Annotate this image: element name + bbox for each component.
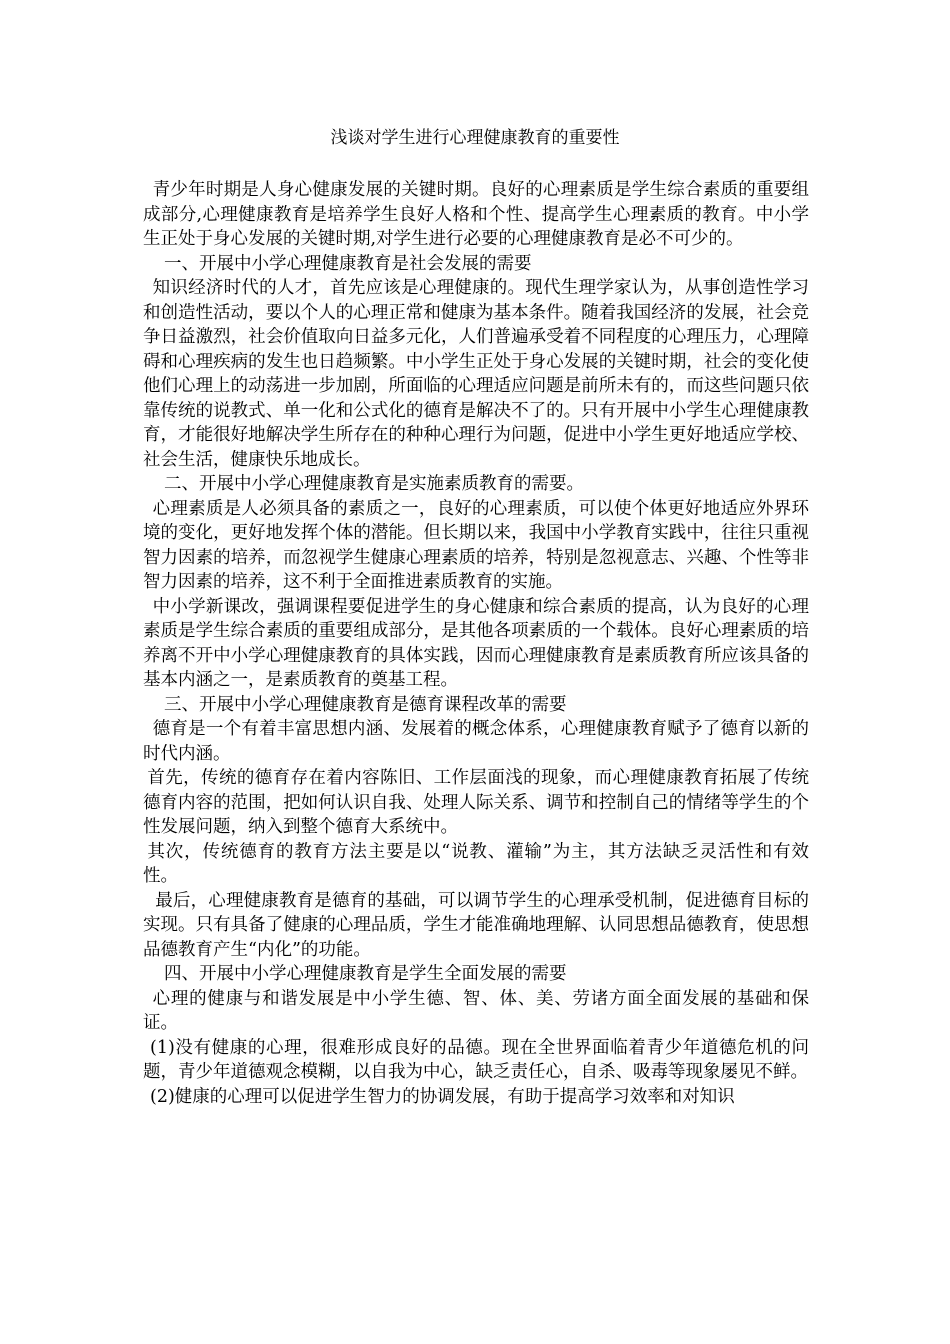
paragraph-section-4c: (2)健康的心理可以促进学生智力的协调发展，有助于提高学习效率和对知识 xyxy=(150,1086,735,1107)
paragraph-section-4b: (1)没有健康的心理，很难形成良好的品德。现在全世界面临着青少年道德危机的问题，青少年道德观念模糊，以自我为中心，缺乏责任心，自杀、吸毒等现象屡见不鲜。 xyxy=(143,1037,809,1082)
paragraph-section-1: 知识经济时代的人才，首先应该是心理健康的。现代生理学家认为，从事创造性学习和创造性活动，要以个人的心理正常和健康为基本条件。随着我国经济的发展，社会竞争日益激烈，社会价值取向日益多元化，人们普遍承受着不同程度的心理压力，心理障碍和心理疾病的发生也日趋频繁。中小学生正处于身心发展的关键时期，社会的变化使他们心理上的动荡进一步加剧，所面临的心理适应问题是前所未有的，而这些问题只依靠传统的说教式、单一化和公式化的德育是解决不了的。只有开展中小学生心理健康教育，才能很好地解决学生所存在的种种心理行为问题，促进中小学生更好地适应学校、社会生活，健康快乐地成长。 xyxy=(143,278,809,470)
document-title: 浅谈对学生进行心理健康教育的重要性 xyxy=(330,128,620,148)
paragraph-intro: 青少年时期是人身心健康发展的关键时期。良好的心理素质是学生综合素质的重要组成部分,心理健康教育是培养学生良好人格和个性、提高学生心理素质的教育。中小学生正处于身心发展的关键时期,对学生进行必要的心理健康教育是必不可少的。 xyxy=(143,180,809,249)
paragraph-section-3a: 德育是一个有着丰富思想内涵、发展着的概念体系，心理健康教育赋予了德育以新的时代内涵。 xyxy=(143,719,809,764)
section-heading-3: 三、开展中小学心理健康教育是德育课程改革的需要 xyxy=(164,694,567,715)
paragraph-section-4a: 心理的健康与和谐发展是中小学生德、智、体、美、劳诸方面全面发展的基础和保证。 xyxy=(143,988,809,1033)
section-heading-2: 二、开展中小学心理健康教育是实施素质教育的需要。 xyxy=(164,474,584,494)
paragraph-section-3b: 首先，传统的德育存在着内容陈旧、工作层面浅的现象，而心理健康教育拓展了传统德育内容的范围，把如何认识自我、处理人际关系、调节和控制自己的情绪等学生的个性发展问题，纳入到整个德育大系统中。 xyxy=(143,768,809,837)
paragraph-section-3c: 其次，传统德育的教育方法主要是以“说教、灌输”为主，其方法缺乏灵活性和有效性。 xyxy=(143,841,809,886)
document-body xyxy=(143,178,809,1109)
paragraph-section-2a: 心理素质是人必须具备的素质之一，良好的心理素质，可以使个体更好地适应外界环境的变化，更好地发挥个体的潜能。但长期以来，我国中小学教育实践中，往往只重视智力因素的培养，而忽视学生健康心理素质的培养，特别是忽视意志、兴趣、个性等非智力因素的培养，这不利于全面推进素质教育的实施。 xyxy=(143,498,809,592)
section-heading-4: 四、开展中小学心理健康教育是学生全面发展的需要 xyxy=(164,964,567,984)
paragraph-section-3d: 最后，心理健康教育是德育的基础，可以调节学生的心理承受机制，促进德育目标的实现。只有具备了健康的心理品质，学生才能准确地理解、认同思想品德教育，使思想品德教育产生“内化”的功能。 xyxy=(143,890,809,960)
paragraph-section-2b: 中小学新课改，强调课程要促进学生的身心健康和综合素质的提高，认为良好的心理素质是学生综合素质的重要组成部分，是其他各项素质的一个载体。良好心理素质的培养离不开中小学心理健康教育的具体实践，因而心理健康教育是素质教育所应该具备的基本内涵之一，是素质教育的奠基工程。 xyxy=(143,596,809,690)
section-heading-1: 一、开展中小学心理健康教育是社会发展的需要 xyxy=(164,253,532,274)
